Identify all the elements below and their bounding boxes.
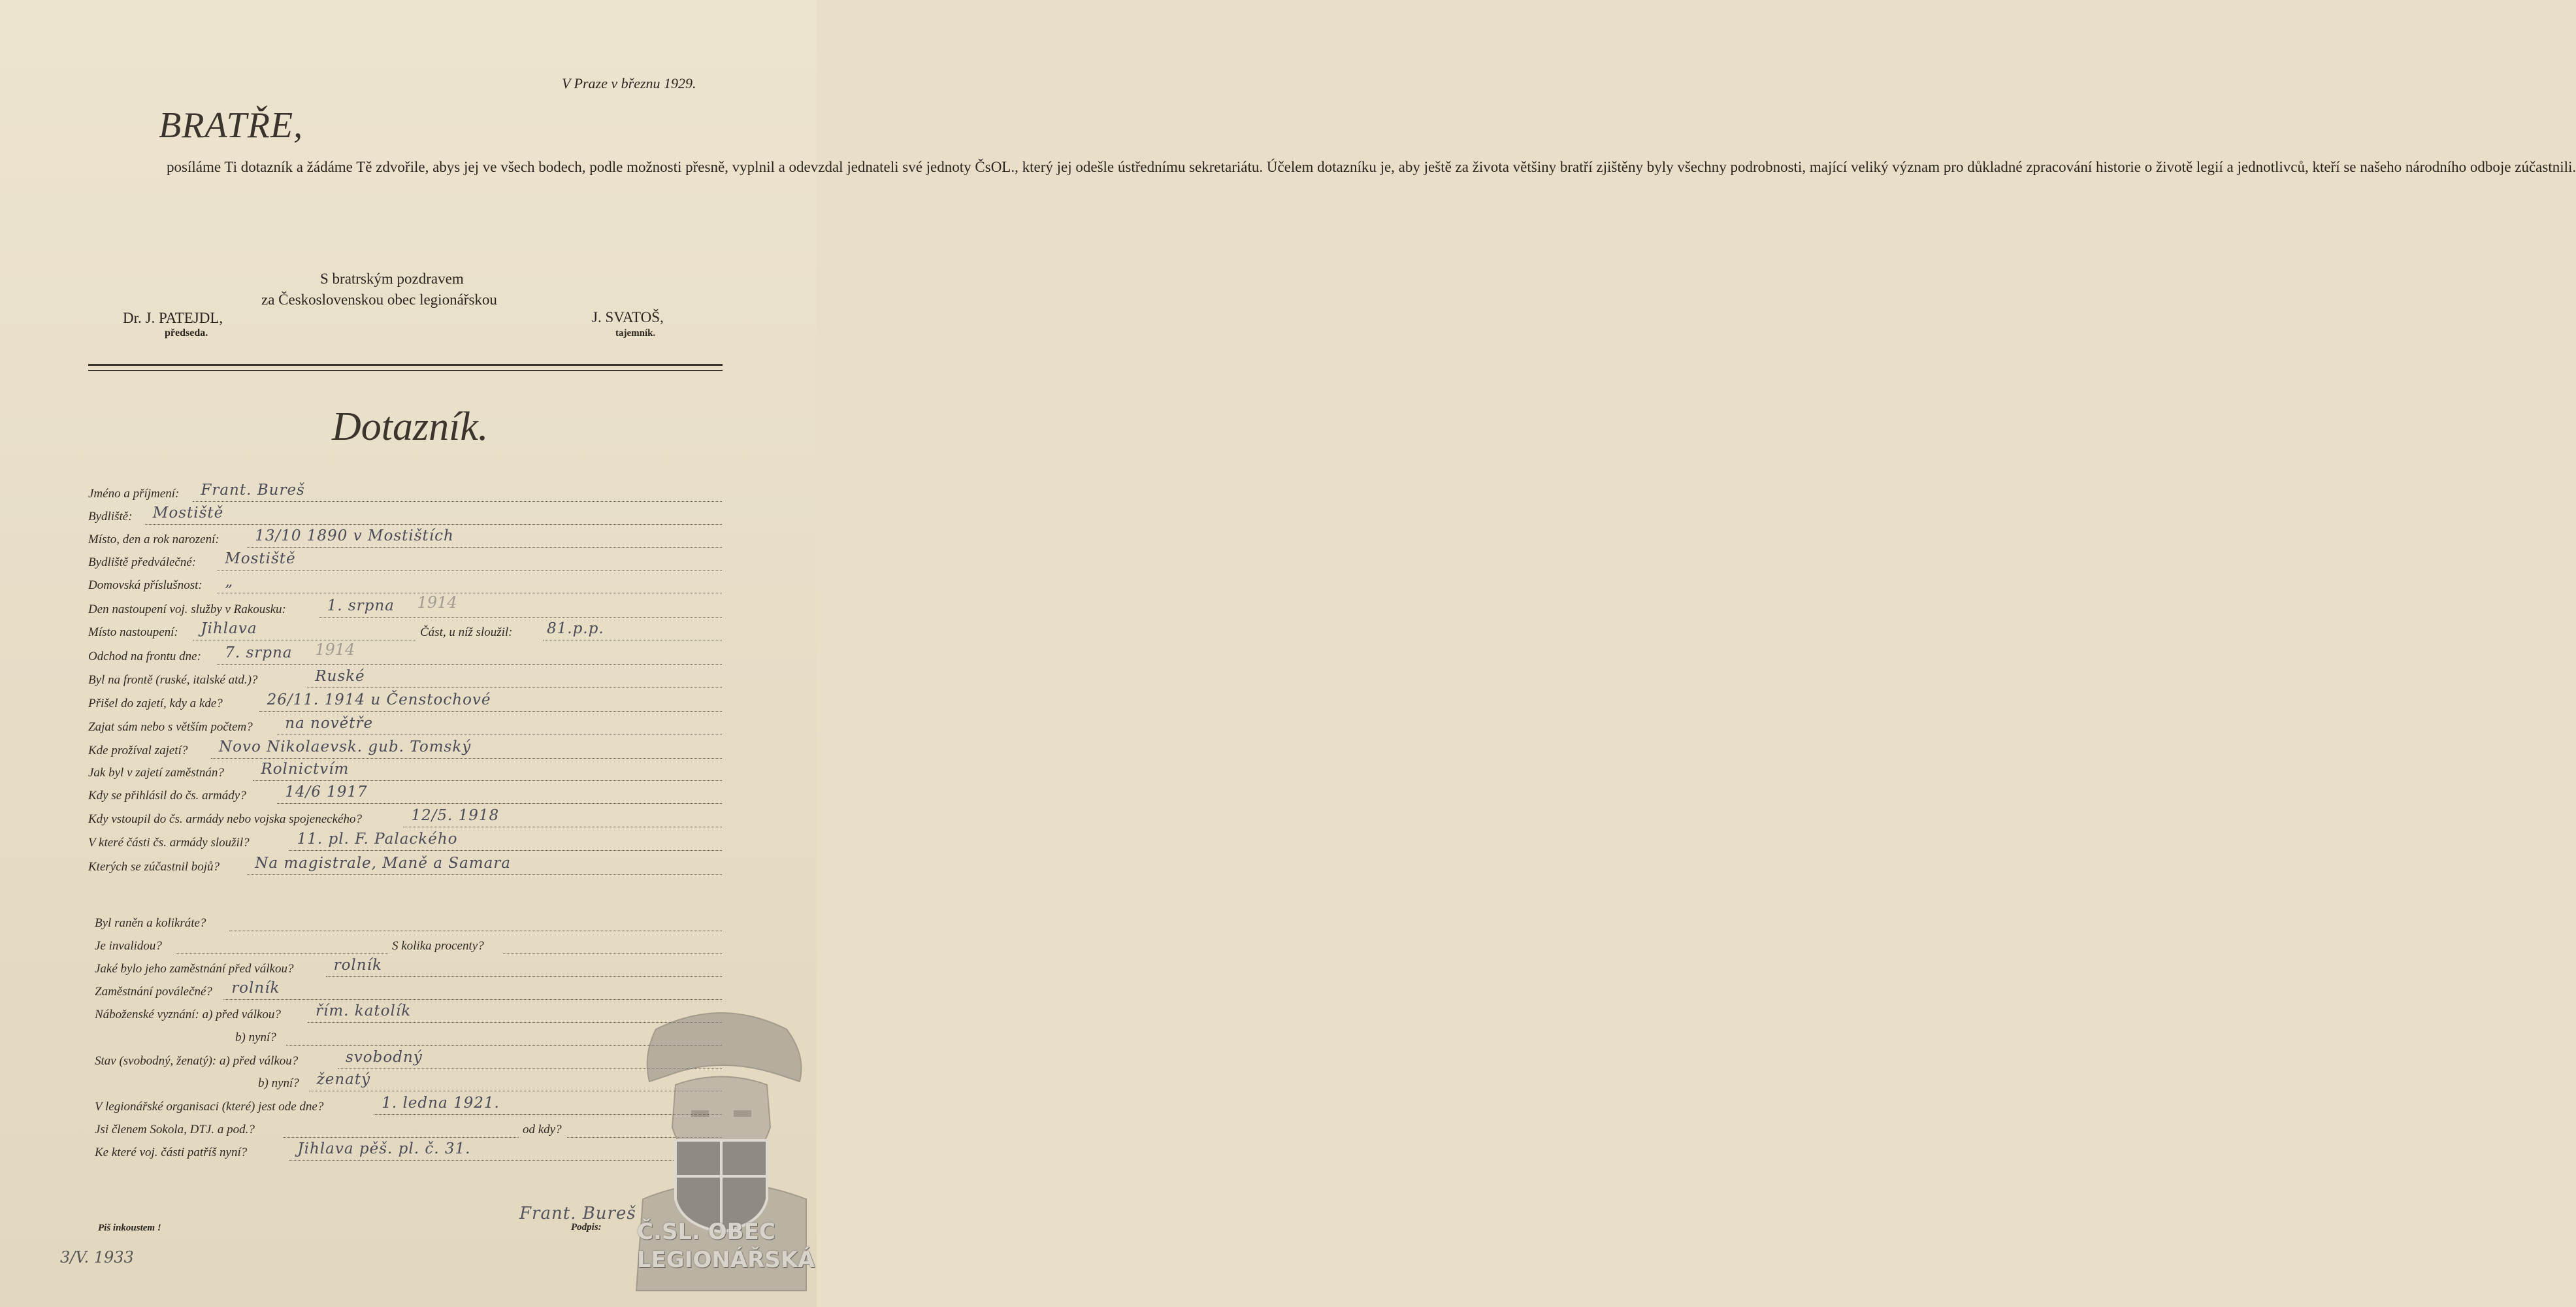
field-value[interactable]: 7. srpna — [225, 644, 293, 661]
field-value[interactable]: rolník — [231, 980, 280, 997]
field-value[interactable]: Mostiště — [225, 550, 296, 567]
field-label: Jméno a příjmení: — [88, 487, 180, 501]
field-value[interactable]: 26/11. 1914 u Čenstochové — [267, 691, 491, 708]
field-dotted-line[interactable] — [289, 850, 722, 851]
field-dotted-line-secondary[interactable] — [503, 953, 722, 954]
pencil-annotation: 1914 — [315, 640, 355, 659]
field-label: Náboženské vyznání: a) před válkou? — [95, 1008, 281, 1021]
greeting-line-1: S bratrským pozdravem — [320, 271, 464, 287]
field-value[interactable]: 11. pl. F. Palackého — [297, 831, 458, 848]
signer-1-role: předseda. — [165, 327, 208, 339]
field-label: Místo nastoupení: — [88, 625, 178, 639]
divider-thick — [88, 364, 723, 366]
field-dotted-line[interactable] — [247, 874, 722, 875]
signer-2-name: J. SVATOŠ, — [592, 309, 664, 325]
field-dotted-line[interactable] — [223, 999, 722, 1000]
field-label: Jsi členem Sokola, DTJ. a pod.? — [95, 1123, 255, 1136]
field-dotted-line[interactable] — [193, 501, 722, 502]
salutation: BRATŘE, — [159, 105, 304, 146]
signer-1-name: Dr. J. PATEJDL, — [123, 310, 223, 326]
field-value[interactable]: Novo Nikolaevsk. gub. Tomský — [219, 738, 472, 755]
field-dotted-line[interactable] — [326, 976, 722, 977]
field-value[interactable]: řím. katolík — [316, 1002, 412, 1019]
field-label-secondary: S kolika procenty? — [392, 939, 484, 953]
field-label: Kde prožíval zajetí? — [88, 744, 188, 757]
field-value[interactable]: Rolnictvím — [261, 761, 350, 778]
field-label: Zajat sám nebo s větším počtem? — [88, 720, 253, 734]
date-line: V Praze v březnu 1929. — [562, 75, 696, 91]
field-value[interactable]: 12/5. 1918 — [411, 807, 500, 824]
field-label: Kterých se zúčastnil bojů? — [88, 860, 220, 874]
pencil-annotation: 1914 — [417, 593, 457, 612]
archive-pencil-note: 3/V. 1933 — [60, 1248, 134, 1266]
stamp-line-2: LEGIONÁŘSKÁ — [637, 1247, 815, 1273]
field-value[interactable]: „ — [225, 573, 234, 590]
field-value[interactable]: Ruské — [315, 668, 365, 685]
stamp-line-1: Č.SL. OBEC — [637, 1219, 775, 1245]
field-label: V které části čs. armády sloužil? — [88, 836, 250, 850]
signature: Frant. Bureš — [519, 1204, 636, 1223]
field-value[interactable]: ženatý — [316, 1071, 371, 1088]
field-label: Ke které voj. části patříš nyní? — [95, 1146, 248, 1159]
field-dotted-line[interactable] — [319, 617, 722, 618]
form-title: Dotazník. — [332, 405, 489, 449]
field-label: Kdy se přihlásil do čs. armády? — [88, 789, 246, 802]
field-label: Odchod na frontu dne: — [88, 650, 201, 663]
field-label: Bydliště: — [88, 510, 133, 523]
field-value[interactable]: 13/10 1890 v Mostištích — [255, 527, 454, 544]
field-dotted-line[interactable] — [284, 1137, 519, 1138]
field-value[interactable]: Jihlava — [201, 620, 257, 637]
field-label: Den nastoupení voj. služby v Rakousku: — [88, 603, 286, 616]
greeting-line-2: za Československou obec legionářskou — [261, 291, 497, 308]
field-label: Místo, den a rok narození: — [88, 533, 220, 546]
field-label: Je invalidou? — [95, 939, 162, 953]
field-label: V legionářské organisaci (které) jest ode dne? — [95, 1100, 324, 1114]
field-label: Jak byl v zajetí zaměstnán? — [88, 766, 224, 780]
ink-instruction: Piš inkoustem ! — [98, 1223, 161, 1233]
field-value[interactable]: Jihlava pěš. pl. č. 31. — [297, 1140, 471, 1157]
field-label: Kdy vstoupil do čs. armády nebo vojska spojeneckého? — [88, 812, 362, 826]
field-label: Bydliště předválečné: — [88, 555, 197, 569]
field-value-secondary[interactable]: 81.p.p. — [547, 620, 604, 637]
field-dotted-line[interactable] — [211, 758, 722, 759]
intro-text: posíláme Ti dotazník a žádáme Tě zdvořile, abys jej ve všech bodech, podle možnosti přesně, vyplnil a odevzdal jednateli své jednoty ČsOL., který jej odešle ústřednímu sekretariátu. Účelem dotazníku je, aby ještě za života většiny bratří zjištěny byly všechny podrobnosti, mající veliký význam pro důkladné zpracování historie o životě legií a jednotlivců, kteří se našeho národního odboje zúčastnili. — [167, 159, 2576, 175]
field-label: b) nyní? — [235, 1031, 276, 1044]
field-label: Domovská příslušnost: — [88, 578, 203, 592]
field-value[interactable]: svobodný — [346, 1049, 423, 1066]
signature-label: Podpis: — [571, 1222, 602, 1233]
field-label: Zaměstnání poválečné? — [95, 985, 212, 999]
field-label-secondary: od kdy? — [523, 1123, 562, 1136]
field-label: b) nyní? — [258, 1076, 299, 1090]
field-dotted-line[interactable] — [176, 953, 388, 954]
signer-2-role: tajemník. — [615, 328, 656, 339]
field-value[interactable]: Na magistrale, Maně a Samara — [255, 855, 511, 872]
field-label: Byl na frontě (ruské, italské atd.)? — [88, 673, 258, 687]
field-value[interactable]: na novětře — [285, 715, 374, 732]
field-dotted-line[interactable] — [247, 547, 722, 548]
field-dotted-line[interactable] — [253, 780, 722, 781]
field-value[interactable]: Mostiště — [152, 505, 224, 521]
field-dotted-line[interactable] — [145, 524, 722, 525]
field-value[interactable]: 1. ledna 1921. — [382, 1095, 500, 1112]
field-dotted-line[interactable] — [277, 803, 722, 804]
divider-thin — [88, 370, 723, 371]
field-dotted-line[interactable] — [307, 687, 722, 688]
field-value[interactable]: 1. srpna — [327, 597, 395, 614]
field-label-secondary: Část, u níž sloužil: — [420, 625, 513, 639]
field-label: Přišel do zajetí, kdy a kde? — [88, 697, 223, 710]
field-label: Jaké bylo jeho zaměstnání před válkou? — [95, 962, 294, 976]
field-label: Stav (svobodný, ženatý): a) před válkou? — [95, 1054, 299, 1068]
field-value[interactable]: rolník — [333, 957, 382, 974]
field-dotted-line[interactable] — [217, 664, 722, 665]
field-dotted-line[interactable] — [259, 711, 722, 712]
field-value[interactable]: 14/6 1917 — [285, 784, 368, 801]
field-label: Byl raněn a kolikráte? — [95, 916, 206, 930]
shield-icon — [676, 1140, 767, 1232]
field-dotted-line[interactable] — [217, 570, 722, 571]
intro-paragraph — [88, 157, 2576, 178]
field-value[interactable]: Frant. Bureš — [201, 482, 305, 499]
